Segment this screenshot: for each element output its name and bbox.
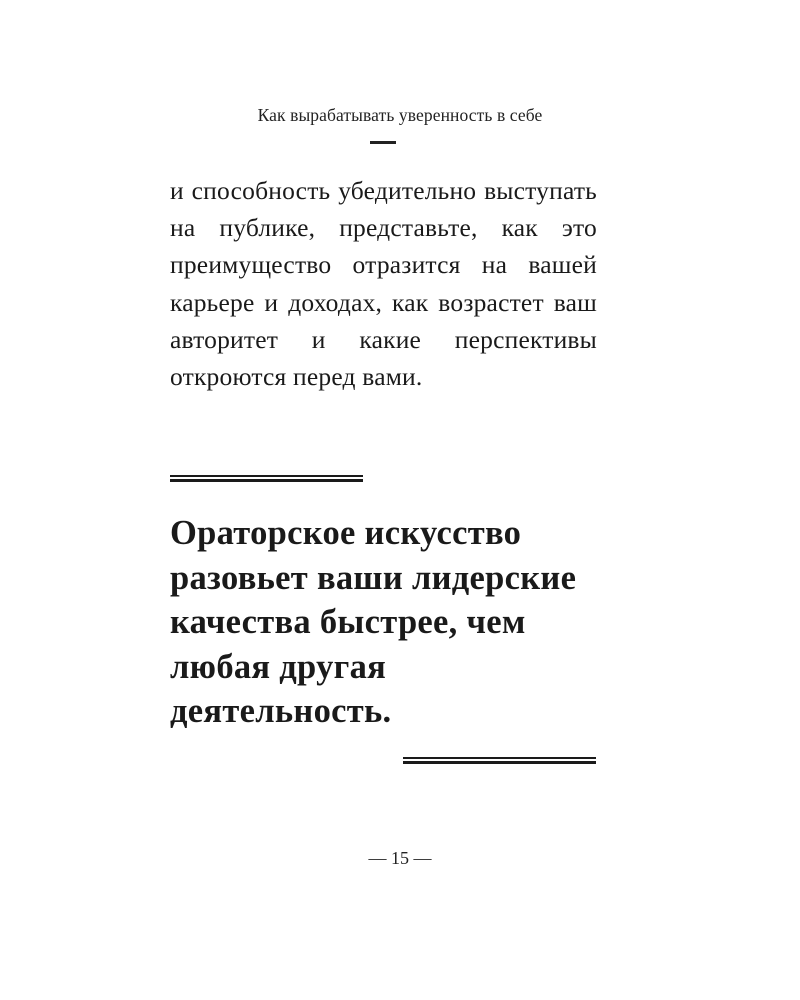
pull-quote: Ораторское искусство разовьет ваши лидерские качества быстрее, чем любая другая деятельность. — [170, 514, 577, 730]
page-number: — 15 — — [368, 848, 432, 868]
running-header: Как вырабатывать уверенность в себе — [257, 105, 543, 125]
pull-quote-top-rule — [170, 475, 363, 482]
body-paragraph: и способность убедительно выступать на публике, представьте, как это преимущество отразится на вашей карьере и доходах, как возрастет ваш авторитет и какие перспективы откроются перед вами. — [170, 176, 597, 392]
header-divider — [370, 141, 396, 144]
pull-quote-bottom-rule — [403, 757, 596, 764]
